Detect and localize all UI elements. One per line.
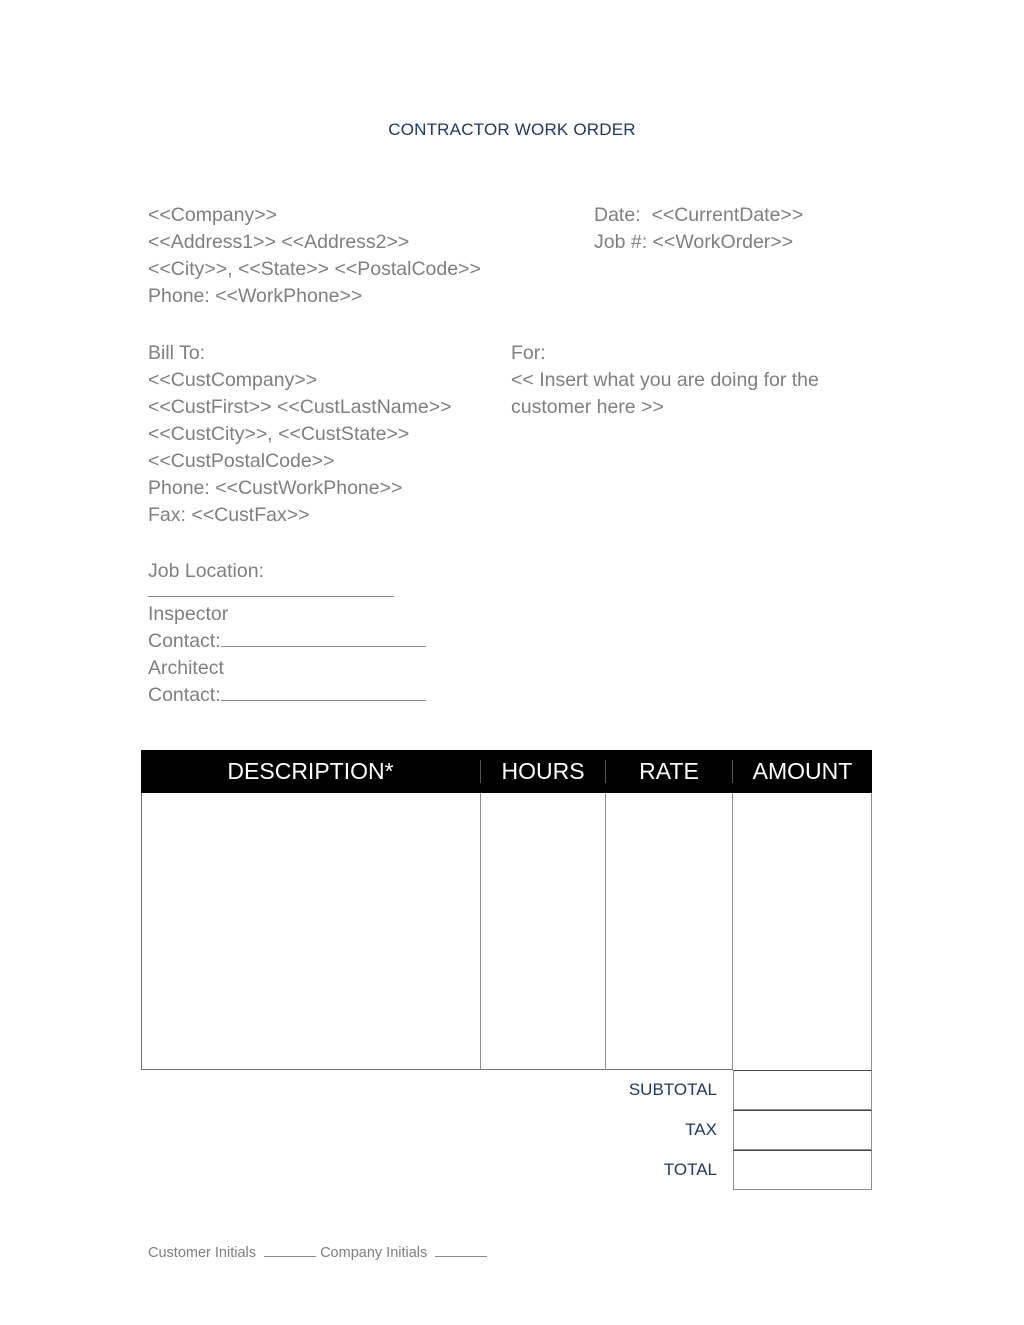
job-location-heading: Job Location:	[148, 560, 265, 582]
subtotal-label: SUBTOTAL	[628, 1080, 717, 1099]
architect-contact-row	[148, 682, 426, 709]
customer-initials-label: Customer Initials	[148, 1245, 256, 1261]
initials-footer	[148, 1244, 487, 1261]
tax-row	[141, 1110, 872, 1150]
for-heading: For:	[511, 342, 546, 364]
company-phone-field: Phone: <<WorkPhone>>	[148, 285, 363, 307]
customer-initials-blank-line[interactable]	[264, 1244, 316, 1257]
table-header-row	[141, 750, 872, 793]
inspector-contact-row	[148, 628, 426, 655]
job-location-blank-line[interactable]	[148, 596, 394, 597]
bill-to-company-field: <<CustCompany>>	[148, 369, 318, 391]
subtotal-row	[141, 1070, 872, 1110]
company-initials-blank-line[interactable]	[435, 1244, 487, 1257]
rate-entry-cell[interactable]	[606, 793, 733, 1070]
total-label: TOTAL	[663, 1160, 717, 1179]
architect-contact-label: Contact:	[148, 684, 221, 706]
job-location-block	[148, 558, 426, 709]
total-row	[141, 1150, 872, 1190]
company-citystate-field: <<City>>, <<State>> <<PostalCode>>	[148, 258, 481, 280]
tax-value-box[interactable]	[733, 1110, 872, 1150]
column-header-hours: HOURS	[481, 760, 606, 783]
page-title: CONTRACTOR WORK ORDER	[388, 120, 636, 139]
job-number-field: Job #: <<WorkOrder>>	[594, 231, 794, 253]
bill-to-block	[148, 340, 452, 529]
architect-label: Architect	[148, 657, 224, 679]
column-header-amount: AMOUNT	[752, 758, 853, 784]
company-name-field: <<Company>>	[148, 204, 278, 226]
table-body-row	[141, 793, 872, 1070]
date-field: Date: <<CurrentDate>>	[594, 204, 804, 226]
hours-entry-cell[interactable]	[481, 793, 606, 1070]
for-block	[511, 340, 871, 421]
bill-to-fax-field: Fax: <<CustFax>>	[148, 504, 310, 526]
order-meta-block	[594, 202, 803, 256]
company-initials-label: Company Initials	[320, 1245, 428, 1261]
bill-to-postalcode-field: <<CustPostalCode>>	[148, 450, 335, 472]
tax-label: TAX	[685, 1120, 717, 1139]
for-description-field: << Insert what you are doing for the customer here >>	[511, 369, 819, 418]
bill-to-heading: Bill To:	[148, 342, 206, 364]
bill-to-name-field: <<CustFirst>> <<CustLastName>>	[148, 396, 452, 418]
company-address-field: <<Address1>> <<Address2>>	[148, 231, 410, 253]
architect-contact-blank-line[interactable]	[221, 685, 426, 701]
line-items-table	[141, 750, 872, 1070]
inspector-label: Inspector	[148, 603, 229, 625]
subtotal-value-box[interactable]	[733, 1070, 872, 1110]
column-header-description: DESCRIPTION*	[141, 760, 481, 783]
column-header-rate: RATE	[606, 760, 733, 783]
company-address-block	[148, 202, 481, 310]
inspector-contact-label: Contact:	[148, 630, 221, 652]
total-value-box[interactable]	[733, 1150, 872, 1190]
totals-section	[141, 1070, 872, 1190]
inspector-contact-blank-line[interactable]	[221, 631, 426, 647]
bill-to-citystate-field: <<CustCity>>, <<CustState>>	[148, 423, 410, 445]
bill-to-phone-field: Phone: <<CustWorkPhone>>	[148, 477, 403, 499]
amount-entry-cell[interactable]	[733, 793, 872, 1070]
description-entry-cell[interactable]	[141, 793, 481, 1070]
